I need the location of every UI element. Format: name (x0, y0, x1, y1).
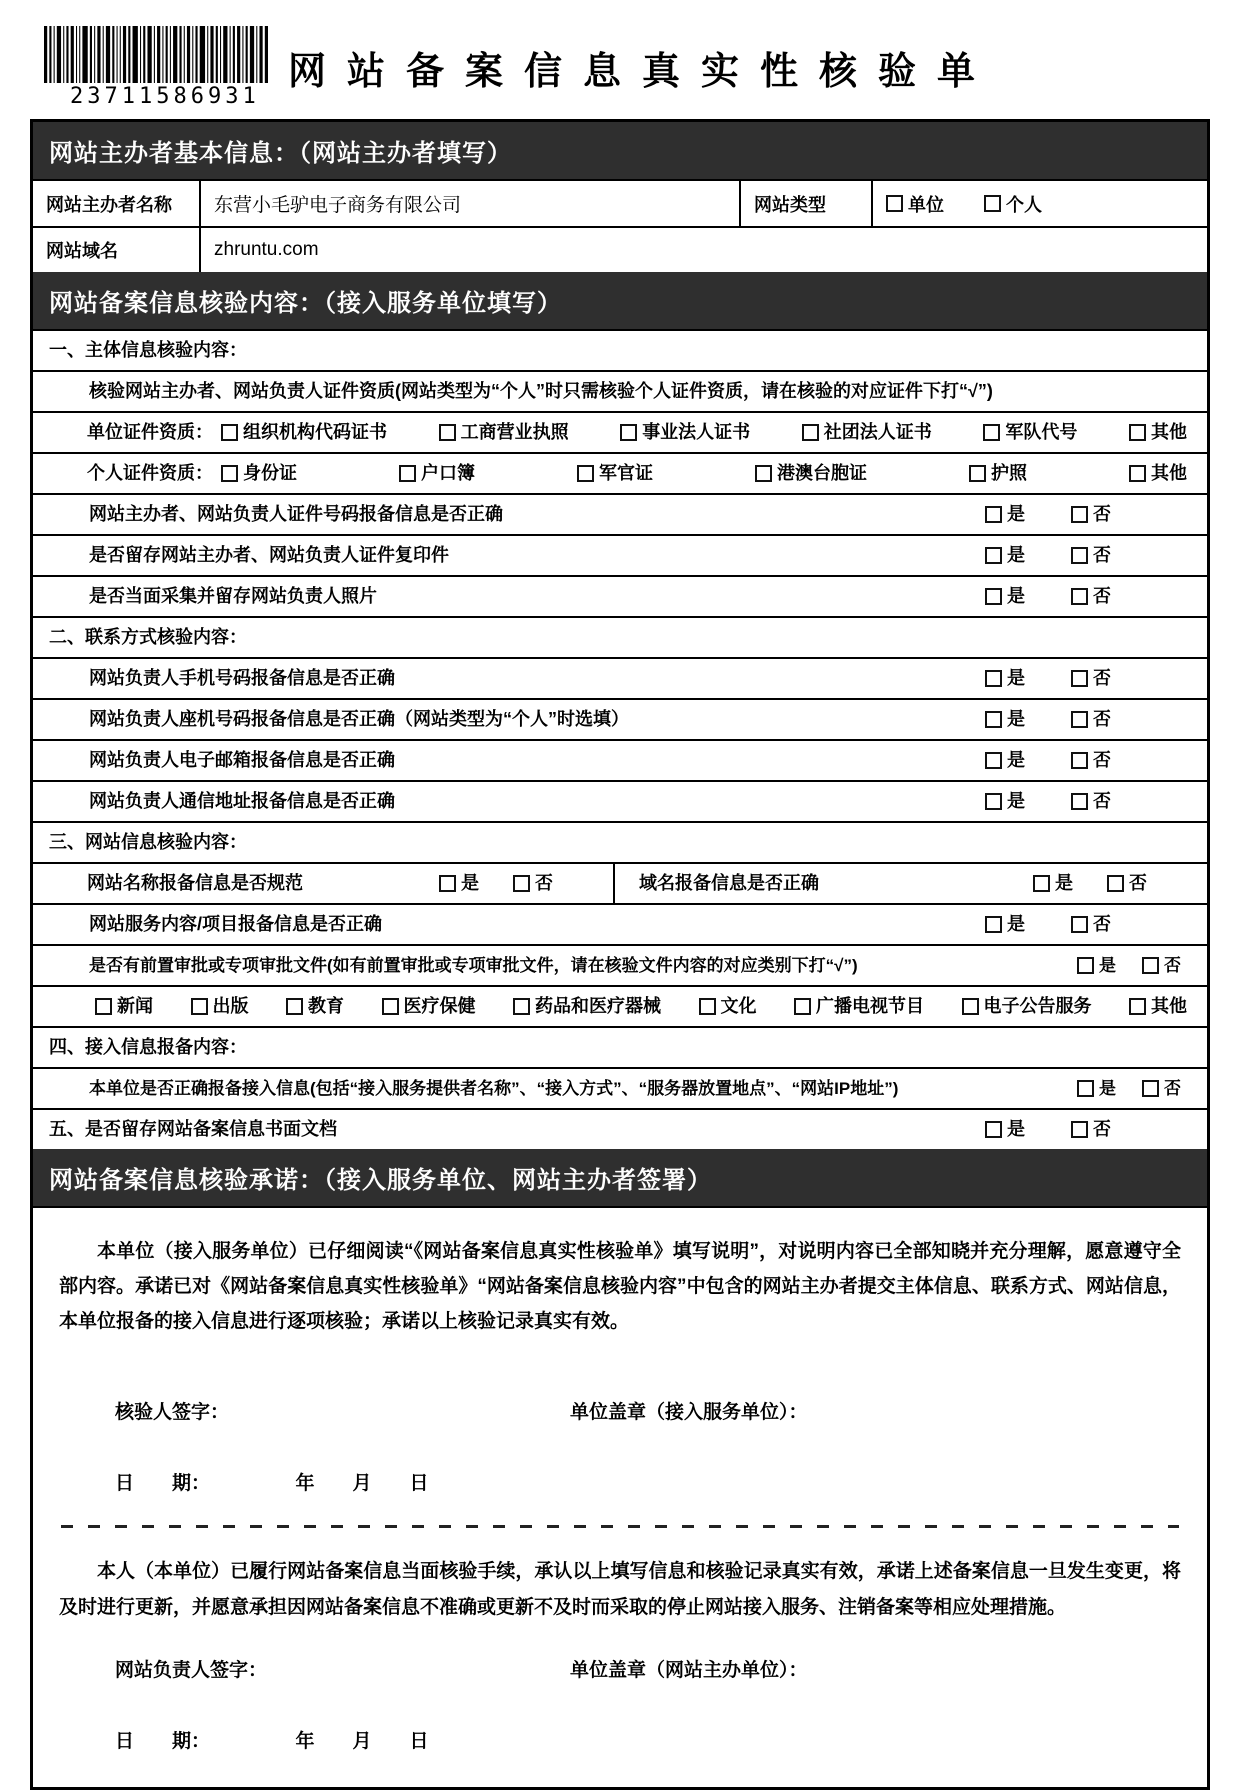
yes-no-group (985, 789, 1111, 814)
part4-title: 四、接入信息报备内容： (49, 1037, 247, 1057)
promise-paragraph-organizer: 本人（本单位）已履行网站备案信息当面核验手续，承认以上填写信息和核验记录真实有效，承诺上述备案信息一旦发生变更，将及时进行更新，并愿意承担因网站备案信息不准确或更新不及时而采取的停止网站接入服务、注销备案等相应处理措施。 (59, 1561, 1181, 1618)
organizer-name-value: 东营小毛驴电子商务有限公司 (199, 181, 739, 226)
barcode-number: 23711586931 (70, 84, 260, 109)
checkbox-icon (1033, 875, 1050, 892)
checkbox-icon (620, 424, 637, 441)
checkbox-icon (985, 752, 1002, 769)
question-text: 网站名称报备信息是否规范 (87, 873, 303, 893)
option-label: 广播电视节目 (816, 996, 924, 1016)
checkbox-no[interactable] (1107, 871, 1147, 896)
question-text: 网站负责人手机号码报备信息是否正确 (89, 668, 395, 688)
checkbox-no[interactable] (1142, 1076, 1181, 1101)
checkbox-icon (1129, 998, 1146, 1015)
checkbox-option[interactable] (983, 420, 1077, 445)
q-domain-cell (613, 864, 1207, 903)
checkbox-yes[interactable] (985, 543, 1025, 568)
site-type-options (886, 191, 1042, 217)
checkbox-icon (985, 1121, 1002, 1138)
yes-no-group (985, 666, 1111, 691)
yes-no-group (1077, 1076, 1181, 1101)
q-sitename-domain-row (33, 862, 1207, 903)
page-title: 网站备案信息真实性核验单 (288, 51, 997, 93)
no-label: 否 (535, 873, 553, 893)
checkbox-yes[interactable] (985, 502, 1025, 527)
checkbox-no[interactable] (1071, 543, 1111, 568)
q-phone-row (33, 698, 1207, 739)
personal-cert-row (33, 452, 1207, 493)
checkbox-icon (983, 424, 1000, 441)
checkbox-yes[interactable] (985, 789, 1025, 814)
question-text: 网站负责人通信地址报备信息是否正确 (89, 791, 395, 811)
option-label: 社团法人证书 (823, 422, 932, 442)
checkbox-yes[interactable] (985, 584, 1025, 609)
checkbox-no[interactable] (1071, 789, 1111, 814)
question-text: 是否有前置审批或专项审批文件(如有前置审批或专项审批文件，请在核验文件内容的对应类别下打“√”) (89, 956, 858, 975)
checkbox-icon (985, 547, 1002, 564)
checkbox-icon (577, 465, 594, 482)
checkbox-option[interactable] (191, 994, 249, 1019)
checkbox-option[interactable] (802, 420, 932, 445)
checkbox-icon (221, 424, 238, 441)
option-label: 医疗保健 (403, 996, 476, 1016)
checkbox-icon (886, 195, 903, 212)
yes-label: 是 (1007, 914, 1025, 934)
section-header-basic-info: 网站主办者基本信息：（网站主办者填写） (33, 122, 1207, 179)
checkbox-yes[interactable] (1077, 953, 1116, 978)
organizer-date-line: 日 期： 年 月 日 (115, 1730, 429, 1752)
question-text: 本单位是否正确报备接入信息(包括“接入服务提供者名称”、“接入方式”、“服务器放置地点”、“网站IP地址”) (89, 1079, 899, 1098)
part5-row (33, 1108, 1207, 1149)
checkbox-icon (1071, 506, 1088, 523)
unit-cert-options (221, 420, 1187, 445)
no-label: 否 (1093, 586, 1111, 606)
q-approval-row (33, 944, 1207, 985)
checkbox-option[interactable] (699, 994, 757, 1019)
question-text: 网站服务内容/项目报备信息是否正确 (89, 914, 382, 934)
host-seal-label: 单位盖章（网站主办单位）： (570, 1659, 808, 1681)
checkbox-option[interactable] (984, 191, 1042, 217)
checkbox-icon (191, 998, 208, 1015)
checkbox-option[interactable] (1129, 994, 1187, 1019)
checkbox-no[interactable] (1071, 666, 1111, 691)
q-cert-number-row (33, 493, 1207, 534)
no-label: 否 (1093, 750, 1111, 770)
yes-no-group (985, 584, 1111, 609)
checkbox-icon (985, 506, 1002, 523)
option-label: 文化 (720, 996, 757, 1016)
checkbox-no[interactable] (1071, 1117, 1111, 1142)
part5-title: 五、是否留存网站备案信息书面文档 (49, 1119, 337, 1139)
checkbox-icon (755, 465, 772, 482)
checkbox-icon (1071, 711, 1088, 728)
checkbox-option[interactable] (95, 994, 153, 1019)
part4-title-row (33, 1026, 1207, 1067)
unit-cert-label: 单位证件资质： (87, 422, 213, 442)
option-label: 身份证 (243, 463, 297, 483)
option-label: 事业法人证书 (642, 422, 751, 442)
option-label: 军队代号 (1005, 422, 1078, 442)
option-label: 电子公告服务 (983, 996, 1092, 1016)
cert-note: 核验网站主办者、网站负责人证件资质(网站类型为“个人”时只需核验个人证件资质，请在核验的对应证件下打“√”) (89, 381, 993, 401)
checkbox-no[interactable] (1071, 502, 1111, 527)
yes-label: 是 (1007, 1119, 1025, 1139)
option-label: 工商营业执照 (460, 422, 569, 442)
yes-label: 是 (1055, 873, 1073, 893)
yes-no-group (439, 871, 553, 896)
checkbox-no[interactable] (1142, 953, 1181, 978)
no-label: 否 (1093, 1119, 1111, 1139)
checkbox-icon (985, 916, 1002, 933)
checkbox-option[interactable] (1129, 461, 1187, 486)
yes-label: 是 (1007, 791, 1025, 811)
yes-no-group (1077, 953, 1181, 978)
checkbox-icon (382, 998, 399, 1015)
no-label: 否 (1093, 914, 1111, 934)
yes-label: 是 (1099, 956, 1116, 975)
checkbox-no[interactable] (1071, 584, 1111, 609)
checkbox-yes[interactable] (985, 748, 1025, 773)
personal-cert-label: 个人证件资质： (87, 463, 213, 483)
question-text: 是否留存网站主办者、网站负责人证件复印件 (89, 545, 449, 565)
checkbox-no[interactable] (513, 871, 553, 896)
option-label: 单位 (908, 194, 944, 215)
checkbox-option[interactable] (513, 994, 661, 1019)
part2-title-row (33, 616, 1207, 657)
row-domain (33, 226, 1207, 272)
verifier-sign-label: 核验人签字： (115, 1402, 230, 1424)
checkbox-icon (1071, 1121, 1088, 1138)
checkbox-option[interactable] (794, 994, 924, 1019)
option-label: 其他 (1150, 422, 1187, 442)
option-label: 护照 (991, 463, 1027, 483)
checkbox-icon (985, 670, 1002, 687)
unit-cert-row (33, 411, 1207, 452)
checkbox-icon (985, 793, 1002, 810)
site-type-cell (871, 181, 1207, 226)
approval-category-options (95, 994, 1187, 1019)
checkbox-yes[interactable] (985, 707, 1025, 732)
checkbox-icon (962, 998, 979, 1015)
no-label: 否 (1093, 709, 1111, 729)
checkbox-icon (439, 875, 456, 892)
form-table (30, 119, 1210, 1790)
option-label: 户口簿 (421, 463, 475, 483)
option-label: 港澳台胞证 (777, 463, 867, 483)
checkbox-yes[interactable] (1077, 1076, 1116, 1101)
yes-label: 是 (1007, 668, 1025, 688)
checkbox-no[interactable] (1071, 748, 1111, 773)
option-label: 教育 (308, 996, 344, 1016)
row-organizer-name (33, 179, 1207, 226)
checkbox-option[interactable] (1129, 420, 1187, 445)
checkbox-icon (95, 998, 112, 1015)
dashed-divider (61, 1525, 1179, 1528)
checkbox-option[interactable] (755, 461, 867, 486)
section-header-promise: 网站备案信息核验承诺：（接入服务单位、网站主办者签署） (33, 1149, 1207, 1206)
organizer-name-label: 网站主办者名称 (46, 194, 172, 215)
no-label: 否 (1164, 1079, 1181, 1098)
yes-no-group (985, 1117, 1111, 1142)
checkbox-option[interactable] (969, 461, 1027, 486)
checkbox-icon (1071, 588, 1088, 605)
checkbox-icon (985, 588, 1002, 605)
checkbox-option[interactable] (221, 420, 387, 445)
q-service-row (33, 903, 1207, 944)
organizer-signature-line (59, 1655, 1181, 1682)
no-label: 否 (1093, 791, 1111, 811)
checkbox-option[interactable] (399, 461, 475, 486)
domain-value: zhruntu.com (199, 228, 1207, 272)
checkbox-icon (985, 711, 1002, 728)
checkbox-icon (1142, 957, 1159, 974)
checkbox-option[interactable] (382, 994, 476, 1019)
q-site-name-cell (33, 864, 613, 903)
checkbox-icon (794, 998, 811, 1015)
checkbox-icon (1071, 547, 1088, 564)
option-label: 组织机构代码证书 (243, 422, 387, 442)
approval-categories-row (33, 985, 1207, 1026)
yes-label: 是 (1099, 1079, 1116, 1098)
yes-label: 是 (1007, 750, 1025, 770)
yes-label: 是 (1007, 586, 1025, 606)
option-label: 军官证 (599, 463, 653, 483)
checkbox-icon (1071, 793, 1088, 810)
promise-section (33, 1206, 1207, 1787)
option-label: 其他 (1151, 996, 1187, 1016)
domain-label: 网站域名 (46, 241, 118, 261)
q-mobile-row (33, 657, 1207, 698)
no-label: 否 (1164, 956, 1181, 975)
part2-title: 二、联系方式核验内容： (49, 627, 247, 647)
isp-seal-label: 单位盖章（接入服务单位）： (570, 1402, 808, 1424)
q-cert-copies-row (33, 534, 1207, 575)
checkbox-icon (699, 998, 716, 1015)
question-text: 是否当面采集并留存网站负责人照片 (89, 586, 377, 606)
checkbox-no[interactable] (1071, 912, 1111, 937)
checkbox-icon (399, 465, 416, 482)
promise-paragraph-isp: 本单位（接入服务单位）已仔细阅读“《网站备案信息真实性核验单》填写说明”，对说明内容已全部知晓并充分理解，愿意遵守全部内容。承诺已对《网站备案信息真实性核验单》“网站备案信息核验内容”中包含的网站主办者提交主体信息、联系方式、网站信息，本单位报备的接入信息进行逐项核验；承诺以上核验记录真实有效。 (59, 1241, 1181, 1333)
q-access-row (33, 1067, 1207, 1108)
checkbox-option[interactable] (286, 994, 344, 1019)
isp-date-line: 日 期： 年 月 日 (115, 1473, 429, 1495)
option-label: 个人 (1006, 194, 1042, 215)
question-text: 网站负责人座机号码报备信息是否正确（网站类型为“个人”时选填） (89, 709, 629, 729)
checkbox-no[interactable] (1071, 707, 1111, 732)
option-label: 新闻 (117, 996, 153, 1016)
q-photo-row (33, 575, 1207, 616)
yes-label: 是 (1007, 545, 1025, 565)
checkbox-icon (1077, 957, 1094, 974)
checkbox-icon (802, 424, 819, 441)
no-label: 否 (1093, 668, 1111, 688)
option-label: 其他 (1151, 463, 1187, 483)
checkbox-option[interactable] (620, 420, 750, 445)
no-label: 否 (1129, 873, 1147, 893)
checkbox-icon (286, 998, 303, 1015)
checkbox-icon (984, 195, 1001, 212)
yes-label: 是 (1007, 709, 1025, 729)
option-label: 出版 (212, 996, 249, 1016)
barcode-icon (44, 26, 268, 83)
part3-title-row (33, 821, 1207, 862)
checkbox-icon (1071, 752, 1088, 769)
checkbox-icon (1129, 465, 1146, 482)
q-email-row (33, 739, 1207, 780)
yes-label: 是 (1007, 504, 1025, 524)
yes-no-group (985, 543, 1111, 568)
yes-no-group (1033, 871, 1147, 896)
question-text: 网站主办者、网站负责人证件号码报备信息是否正确 (89, 504, 503, 524)
yes-no-group (985, 502, 1111, 527)
checkbox-yes[interactable] (439, 871, 479, 896)
checkbox-option[interactable] (221, 461, 297, 486)
site-type-label: 网站类型 (739, 181, 871, 226)
yes-no-group (985, 748, 1111, 773)
q-address-row (33, 780, 1207, 821)
cert-note-row (33, 370, 1207, 411)
yes-no-group (985, 707, 1111, 732)
no-label: 否 (1093, 545, 1111, 565)
part3-title: 三、网站信息核验内容： (49, 832, 247, 852)
checkbox-icon (1107, 875, 1124, 892)
checkbox-icon (439, 424, 456, 441)
checkbox-option[interactable] (962, 994, 1092, 1019)
checkbox-yes[interactable] (985, 912, 1025, 937)
checkbox-yes[interactable] (1033, 871, 1073, 896)
no-label: 否 (1093, 504, 1111, 524)
checkbox-icon (969, 465, 986, 482)
question-text: 网站负责人电子邮箱报备信息是否正确 (89, 750, 395, 770)
checkbox-option[interactable] (439, 420, 569, 445)
checkbox-icon (1129, 424, 1146, 441)
checkbox-icon (513, 875, 530, 892)
part1-title-row (33, 329, 1207, 370)
checkbox-option[interactable] (577, 461, 653, 486)
question-text: 域名报备信息是否正确 (639, 873, 819, 893)
document-header (30, 26, 1210, 109)
part1-title: 一、主体信息核验内容： (49, 340, 247, 360)
checkbox-option[interactable] (886, 191, 944, 217)
yes-label: 是 (461, 873, 479, 893)
checkbox-yes[interactable] (985, 666, 1025, 691)
personal-cert-options (221, 461, 1187, 486)
section-header-verify: 网站备案信息核验内容：（接入服务单位填写） (33, 272, 1207, 329)
isp-signature-line (59, 1397, 1181, 1424)
checkbox-icon (1071, 670, 1088, 687)
yes-no-group (985, 912, 1111, 937)
checkbox-yes[interactable] (985, 1117, 1025, 1142)
option-label: 药品和医疗器械 (535, 996, 661, 1016)
checkbox-icon (1077, 1080, 1094, 1097)
checkbox-icon (513, 998, 530, 1015)
checkbox-icon (221, 465, 238, 482)
checkbox-icon (1071, 916, 1088, 933)
responsible-sign-label: 网站负责人签字： (115, 1659, 268, 1681)
checkbox-icon (1142, 1080, 1159, 1097)
barcode-block (44, 26, 268, 109)
